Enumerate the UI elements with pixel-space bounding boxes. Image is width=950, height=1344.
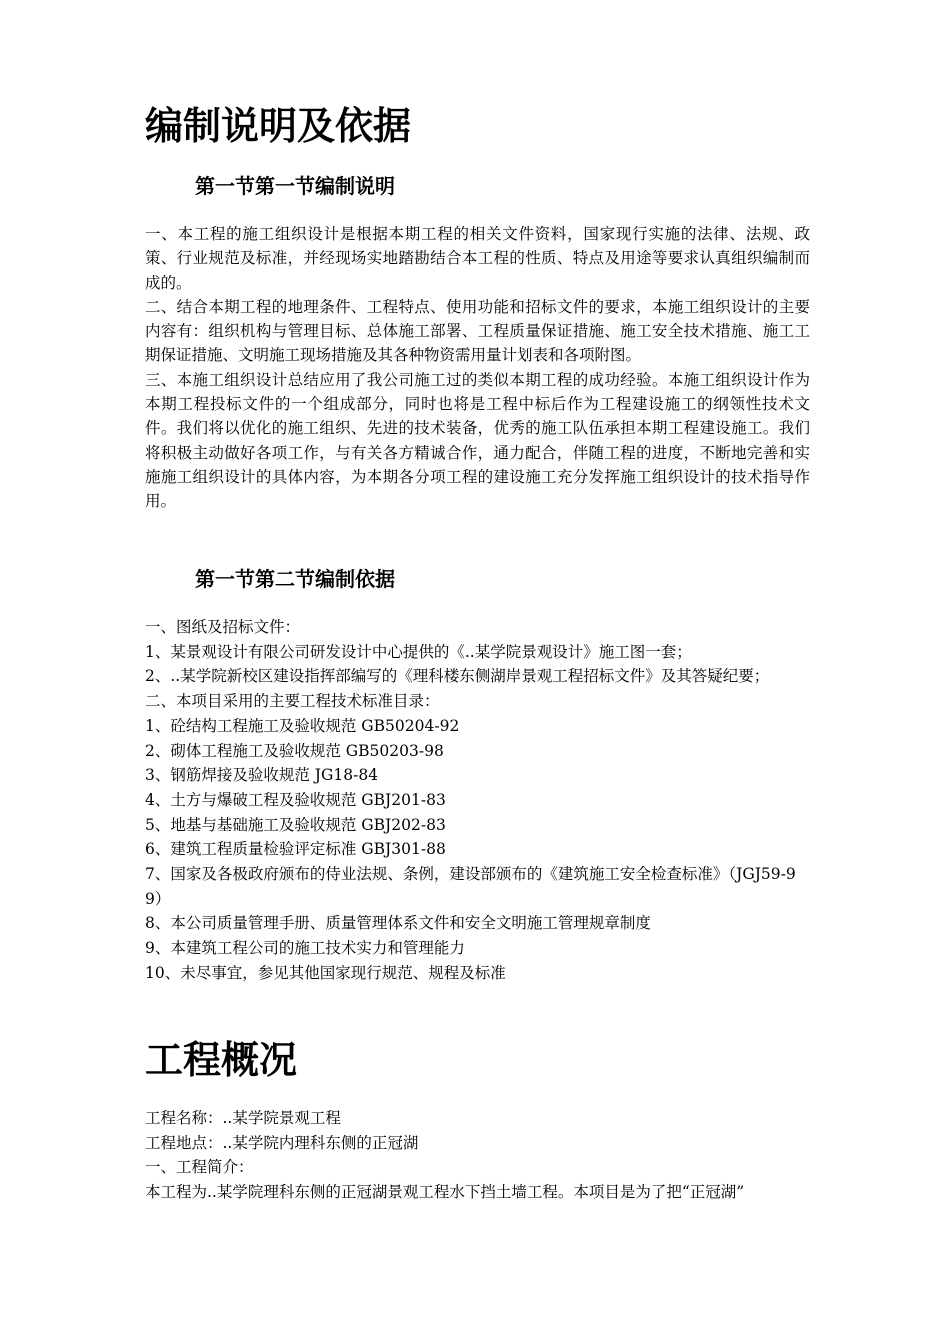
list-item: 工程地点：..某学院内理科东侧的正冠湖 (145, 1133, 419, 1152)
list-item: 2、砌体工程施工及验收规范 GB50203-98 (145, 741, 444, 760)
basis-list (145, 615, 810, 986)
list-item: 工程名称：..某学院景观工程 (145, 1109, 341, 1127)
list-item: 7、国家及各极政府颁布的侍业法规、条例，建设部颁布的《建筑施工安全检查标准》（JGJ59-99） (145, 865, 796, 908)
overview-list (145, 1106, 810, 1205)
list-item: 本工程为..某学院理科东侧的正冠湖景观工程水下挡土墙工程。本项目是为了把“正冠湖” (145, 1183, 745, 1202)
list-item: 2、..某学院新校区建设指挥部编写的《理科楼东侧湖岸景观工程招标文件》及其答疑纪要； (145, 667, 770, 686)
list-item: 5、地基与基础施工及验收规范 GBJ202-83 (145, 815, 446, 834)
list-item: 1、砼结构工程施工及验收规范 GB50204-92 (145, 716, 460, 735)
list-item: 6、建筑工程质量检验评定标准 GBJ301-88 (145, 840, 446, 859)
list-item: 1、某景观设计有限公司研发设计中心提供的《..某学院景观设计》施工图一套； (145, 642, 692, 661)
list-item: 9、本建筑工程公司的施工技术实力和管理能力 (145, 939, 465, 958)
subsection-title-basis: 第一节第二节编制依据 (195, 567, 395, 591)
description-paragraphs (145, 222, 810, 514)
list-item: 4、土方与爆破工程及验收规范 GBJ201-83 (145, 790, 446, 809)
section-title-overview: 工程概况 (145, 1038, 298, 1082)
paragraph: 二、结合本期工程的地理条件、工程特点、使用功能和招标文件的要求，本施工组织设计的主要内容有：组织机构与管理目标、总体施工部署、工程质量保证措施、施工安全技术措施、施工工期保证措施、文明施工现场措施及其各种物资需用量计划表和各项附图。 (145, 297, 810, 365)
section-title-compilation: 编制说明及依据 (145, 104, 412, 148)
list-item: 二、本项目采用的主要工程技术标准目录： (145, 692, 440, 711)
list-item: 3、钢筋焊接及验收规范 JG18-84 (145, 766, 379, 785)
list-item: 一、工程简介： (145, 1158, 254, 1177)
subsection-title-description: 第一节第一节编制说明 (195, 174, 395, 198)
list-item: 10、未尽事宜，参见其他国家现行规范、规程及标准 (145, 963, 506, 982)
list-item: 8、本公司质量管理手册、质量管理体系文件和安全文明施工管理规章制度 (145, 914, 651, 933)
paragraph: 一、本工程的施工组织设计是根据本期工程的相关文件资料，国家现行实施的法律、法规、政策、行业规范及标准，并经现场实地踏勘结合本工程的性质、特点及用途等要求认真组织编制而成的。 (145, 225, 810, 292)
paragraph: 三、本施工组织设计总结应用了我公司施工过的类似本期工程的成功经验。本施工组织设计作为本期工程投标文件的一个组成部分，同时也将是工程中标后作为工程建设施工的纲领性技术文件。我们将以优化的施工组织、先进的技术装备，优秀的施工队伍承担本期工程建设施工。我们将积极主动做好各项工作，与有关各方精诚合作，通力配合，伴随工程的进度，不断地完善和实施施工组织设计的具体内容，为本期各分项工程的建设施工充分发挥施工组织设计的技术指导作用。 (145, 370, 810, 511)
list-item: 一、图纸及招标文件： (145, 618, 301, 636)
